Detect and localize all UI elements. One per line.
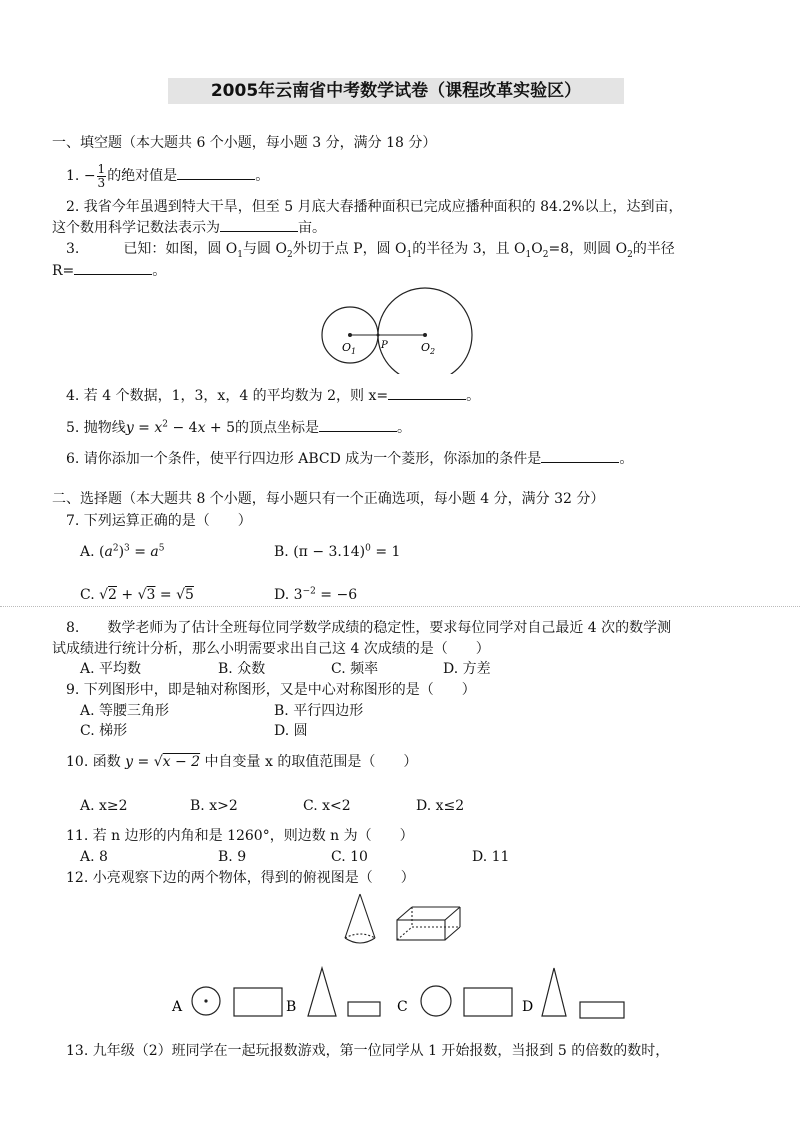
q11-option-a[interactable]: A. 8 xyxy=(80,849,108,865)
q7-option-d[interactable]: D. $3^{-2} = -6$ xyxy=(274,586,358,603)
svg-text:D: D xyxy=(522,999,534,1015)
svg-text:A: A xyxy=(172,999,183,1015)
q7-option-b[interactable]: B. $(\pi - 3.14)^0 = 1$ xyxy=(274,543,401,560)
question-9-stem: 9. 下列图形中，即是轴对称图形，又是中心对称图形的是（ ） xyxy=(66,682,476,698)
question-3-line2: R= 。 xyxy=(52,263,167,279)
question-11-stem: 11. 若 n 边形的内角和是 1260°，则边数 n 为（ ） xyxy=(66,828,414,844)
rectangle-shape xyxy=(348,1002,380,1016)
q9-option-a[interactable]: A. 等腰三角形 xyxy=(80,703,170,719)
svg-text:C: C xyxy=(397,999,408,1015)
section2-heading: 二、选择题（本大题共 8 个小题，每小题只有一个正确选项，每小题 4 分，满分 32 分） xyxy=(52,491,605,507)
q1-minus: − xyxy=(83,168,96,184)
circle-shape xyxy=(421,986,451,1016)
rectangle-shape xyxy=(234,988,282,1016)
question-3-line1: 3. 已知：如图，圆 $O_1$与圆 $O_2$外切于点 P，圆 $O_1$的半径为 3，且 $O_1O_2=8$，则圆 $O_2$的半径 xyxy=(66,241,675,260)
label-o1: $O_1$ xyxy=(342,341,357,356)
q6-blank[interactable] xyxy=(541,450,619,463)
svg-text:B: B xyxy=(286,999,297,1015)
tangent-circles-figure xyxy=(318,282,474,374)
box-solid xyxy=(397,907,460,940)
q12-option-d[interactable] xyxy=(522,968,624,1018)
question-1: 1. − $\frac{1}{3}$ 的绝对值是 。 xyxy=(66,161,270,190)
q1-text: 的绝对值是 xyxy=(107,168,178,184)
rectangle-shape xyxy=(580,1002,624,1018)
q5-blank[interactable] xyxy=(319,419,397,432)
q8-option-d[interactable]: D. 方差 xyxy=(443,661,491,677)
point-p xyxy=(377,334,380,337)
solids-figure xyxy=(340,890,470,948)
triangle-shape xyxy=(542,968,566,1016)
q12-option-c[interactable] xyxy=(397,986,512,1016)
q9-option-b[interactable]: B. 平行四边形 xyxy=(274,703,364,719)
q1-number: 1. xyxy=(66,168,80,184)
q2-blank[interactable] xyxy=(220,219,298,232)
q7-option-a[interactable]: A. $(a^2)^3 = a^5$ xyxy=(80,543,165,560)
q8-option-b[interactable]: B. 众数 xyxy=(218,661,266,677)
question-6: 6. 请你添加一个条件，使平行四边形 ABCD 成为一个菱形，你添加的条件是 。 xyxy=(66,451,634,467)
q10-option-d[interactable]: D. x≤2 xyxy=(416,798,465,814)
q4-blank[interactable] xyxy=(388,387,466,400)
question-13-line1: 13. 九年级（2）班同学在一起玩报数游戏，第一位同学从 1 开始报数，当报到 5 的倍数的数时， xyxy=(66,1043,670,1059)
question-4: 4. 若 4 个数据，1，3，x，4 的平均数为 2，则 x= 。 xyxy=(66,388,481,404)
question-8-line1: 8. 数学老师为了估计全班每位同学数学成绩的稳定性，要求每位同学对自己最近 4 次的数学测 xyxy=(66,620,672,636)
q11-option-b[interactable]: B. 9 xyxy=(218,849,247,865)
center-dot xyxy=(204,999,207,1002)
q11-option-c[interactable]: C. 10 xyxy=(331,849,368,865)
label-p: P xyxy=(381,340,388,351)
q1-blank[interactable] xyxy=(177,167,255,180)
q11-option-d[interactable]: D. 11 xyxy=(472,849,510,865)
question-2-line2: 这个数用科学记数法表示为 亩。 xyxy=(52,220,326,236)
q8-option-a[interactable]: A. 平均数 xyxy=(80,661,142,677)
page-title: 2005年云南省中考数学试卷（课程改革实验区） xyxy=(168,78,624,104)
point-o1 xyxy=(348,333,352,337)
q9-option-d[interactable]: D. 圆 xyxy=(274,723,308,739)
question-12-stem: 12. 小亮观察下边的两个物体，得到的俯视图是（ ） xyxy=(66,870,415,886)
q10-option-a[interactable]: A. x≥2 xyxy=(80,798,128,814)
q10-option-b[interactable]: B. x>2 xyxy=(190,798,238,814)
q12-options-figure xyxy=(168,960,638,1026)
question-7-stem: 7. 下列运算正确的是（ ） xyxy=(66,513,252,529)
question-10-stem: 10. 函数 y = √x − 2 中自变量 x 的取值范围是（ ） xyxy=(66,754,418,770)
q12-option-b[interactable] xyxy=(286,968,380,1016)
triangle-shape xyxy=(308,968,336,1016)
q10-option-c[interactable]: C. x<2 xyxy=(303,798,351,814)
section1-heading: 一、填空题（本大题共 6 个小题，每小题 3 分，满分 18 分） xyxy=(52,135,437,151)
circle-o2 xyxy=(378,288,472,374)
cone-solid xyxy=(345,894,375,943)
q7-option-c[interactable]: C. √2 + √3 = √5 xyxy=(80,587,194,603)
question-8-line2: 试成绩进行统计分析，那么小明需要求出自己这 4 次成绩的是（ ） xyxy=(52,641,490,657)
q1-fraction: $\frac{1}{3}$ xyxy=(97,161,106,190)
label-o2: $O_2$ xyxy=(421,341,436,356)
point-o2 xyxy=(423,333,427,337)
page-divider xyxy=(0,606,800,607)
question-2-line1: 2. 我省今年虽遇到特大干旱，但至 5 月底大春播种面积已完成应播种面积的 84.2%以上，达到亩， xyxy=(66,199,683,215)
q9-option-c[interactable]: C. 梯形 xyxy=(80,723,128,739)
q12-option-a[interactable] xyxy=(171,987,282,1016)
question-5: 5. 抛物线$y = x^2 - 4x + 5$的顶点坐标是 。 xyxy=(66,419,412,436)
rectangle-shape xyxy=(464,988,512,1016)
q8-option-c[interactable]: C. 频率 xyxy=(331,661,379,677)
q3-blank[interactable] xyxy=(74,262,152,275)
